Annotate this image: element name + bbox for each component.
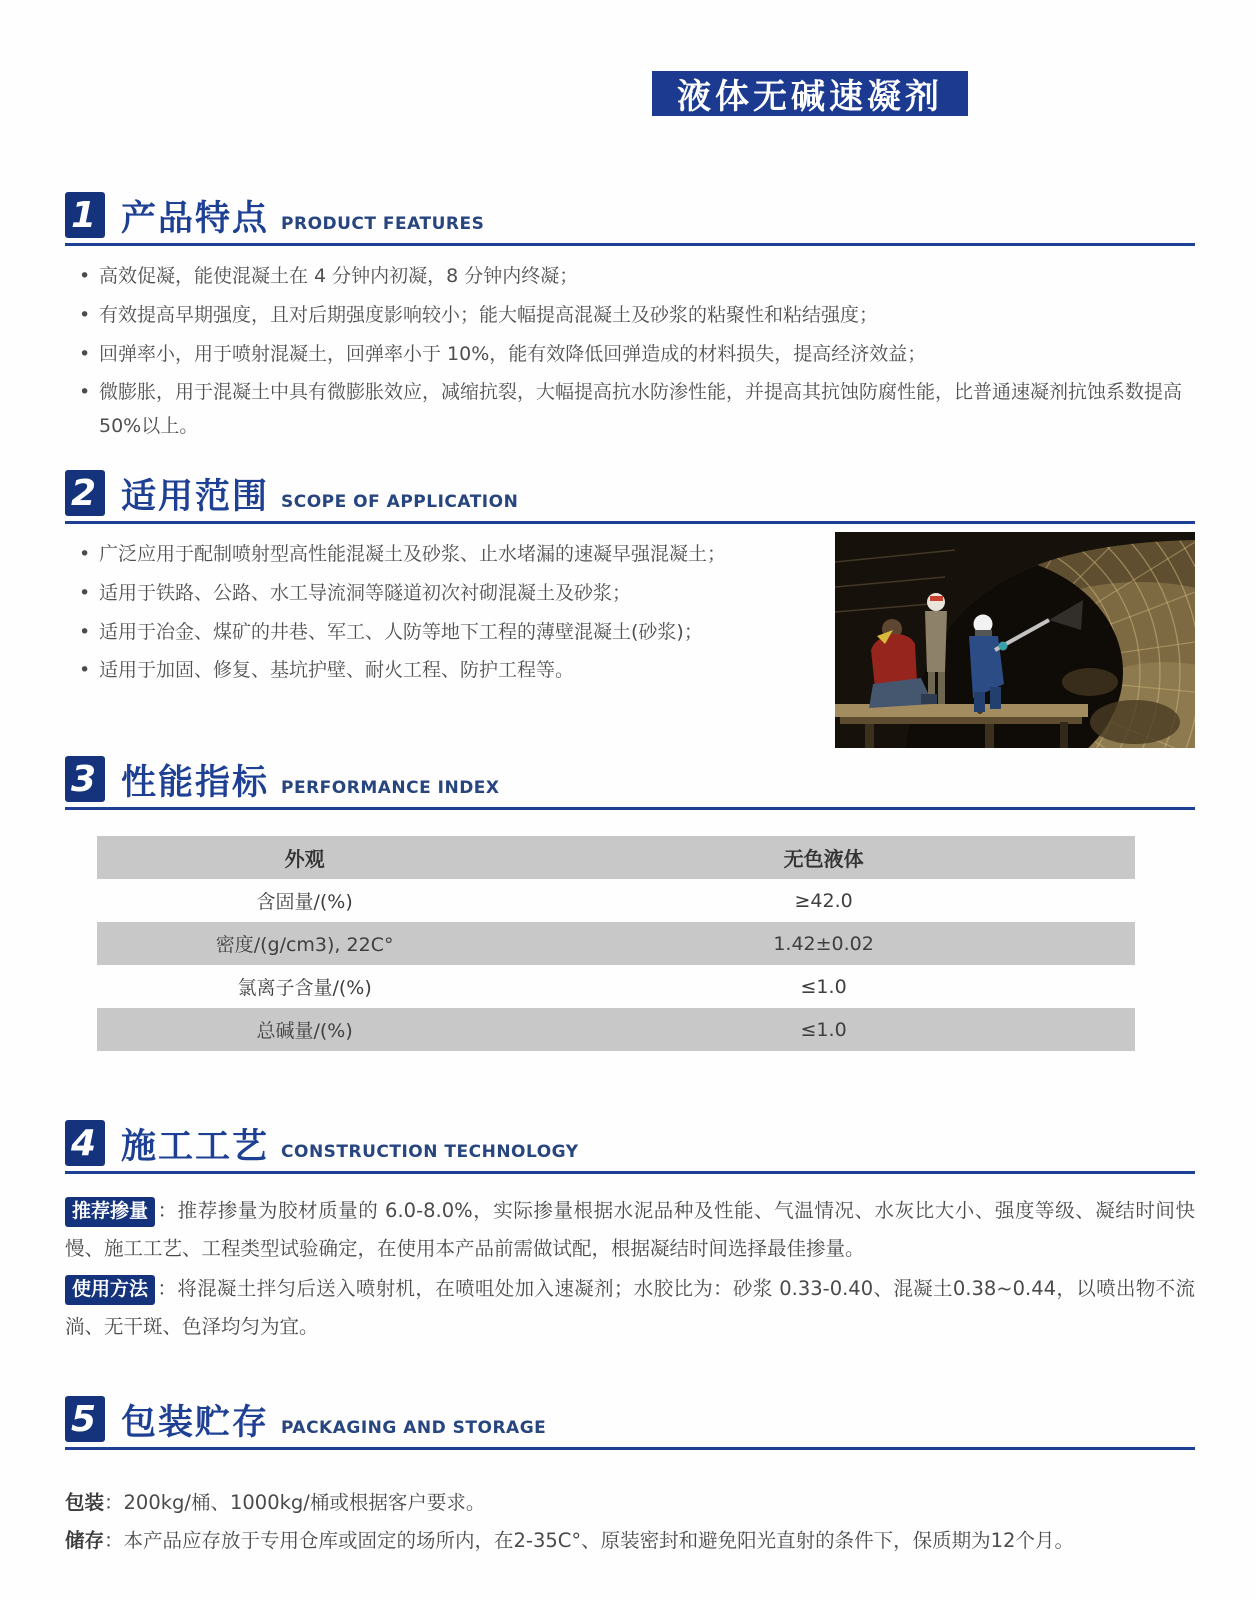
paragraph bbox=[65, 1270, 1195, 1346]
table-row bbox=[97, 965, 1135, 1008]
section-title-en: PRODUCT FEATURES bbox=[281, 214, 485, 234]
packaging-items bbox=[65, 1484, 1195, 1560]
table-cell-label: 氯离子含量/(%) bbox=[237, 977, 372, 999]
section-construction-technology bbox=[65, 1120, 1195, 1348]
packaging-text: ：200kg/桶、1000kg/桶或根据客户要求。 bbox=[104, 1491, 486, 1514]
section-performance-index bbox=[65, 756, 1195, 1051]
section-header bbox=[65, 470, 1195, 524]
storage-label: 储存 bbox=[65, 1529, 105, 1553]
storage-text: ：本产品应存放于专用仓库或固定的场所内，在2-35C°、原装密封和避免阳光直射的条件下，保质期为12个月。 bbox=[104, 1529, 1074, 1553]
storage-line bbox=[65, 1522, 1195, 1560]
list-item: • 广泛应用于配制喷射型高性能混凝土及砂浆、止水堵漏的速凝早强混凝土； bbox=[65, 538, 827, 572]
paragraph-text: ：将混凝土拌匀后送入喷射机，在喷咀处加入速凝剂；水胶比为：砂浆 0.33-0.40、混凝土0.38~0.44，以喷出物不流淌、无干斑、色泽均匀为宜。 bbox=[65, 1277, 1195, 1339]
paragraph-text: ：推荐掺量为胶材质量的 6.0-8.0%，实际掺量根据水泥品种及性能、气温情况、水灰比大小、强度等级、凝结时间快慢、施工工艺、工程类型试验确定，在使用本产品前需做试配，根据凝结时间选择最佳掺量。 bbox=[65, 1199, 1195, 1261]
section-title-cn: 施工工艺 bbox=[121, 1126, 270, 1167]
table-cell-label: 总碱量/(%) bbox=[256, 1020, 353, 1042]
table-row bbox=[97, 836, 1135, 879]
table-cell-label: 密度/(g/cm3), 22C° bbox=[215, 934, 394, 956]
packaging-label: 包装 bbox=[65, 1491, 105, 1514]
section-title-en: CONSTRUCTION TECHNOLOGY bbox=[281, 1142, 579, 1162]
table-cell-value: ≥42.0 bbox=[794, 889, 853, 912]
table-cell-value: ≤1.0 bbox=[800, 975, 847, 998]
list-item: • 回弹率小，用于喷射混凝土，回弹率小于 10%，能有效降低回弹造成的材料损失，提高经济效益； bbox=[65, 338, 1195, 372]
section-scope-of-application bbox=[65, 470, 1195, 748]
section-number: 2 bbox=[65, 470, 105, 516]
section-number: 1 bbox=[65, 192, 105, 238]
usage-badge: 使用方法 bbox=[65, 1275, 155, 1305]
section-title-en: SCOPE OF APPLICATION bbox=[281, 492, 519, 512]
table-row bbox=[97, 922, 1135, 965]
section-title-cn: 性能指标 bbox=[121, 762, 270, 803]
table-row bbox=[97, 879, 1135, 922]
section-packaging-storage bbox=[65, 1396, 1195, 1560]
list-item: • 微膨胀，用于混凝土中具有微膨胀效应，减缩抗裂，大幅提高抗水防渗性能，并提高其抗蚀防腐性能，比普通速凝剂抗蚀系数提高 50%以上。 bbox=[65, 376, 1195, 444]
section-header bbox=[65, 1120, 1195, 1174]
table-row bbox=[97, 1008, 1135, 1051]
list-item: • 适用于加固、修复、基坑护壁、耐火工程、防护工程等。 bbox=[65, 654, 827, 688]
section-title-cn: 适用范围 bbox=[121, 476, 270, 517]
page-title: 液体无碱速凝剂 bbox=[652, 71, 968, 116]
construction-paragraphs bbox=[65, 1192, 1195, 1346]
table-cell-value: ≤1.0 bbox=[800, 1018, 847, 1041]
section-number: 5 bbox=[65, 1396, 105, 1442]
section-title-en: PERFORMANCE INDEX bbox=[281, 778, 500, 798]
dosage-badge: 推荐掺量 bbox=[65, 1197, 155, 1227]
list-item: • 高效促凝，能使混凝土在 4 分钟内初凝，8 分钟内终凝； bbox=[65, 260, 1195, 294]
list-item: • 有效提高早期强度，且对后期强度影响较小；能大幅提高混凝土及砂浆的粘聚性和粘结强度； bbox=[65, 299, 1195, 333]
section-title-en: PACKAGING AND STORAGE bbox=[281, 1418, 547, 1438]
section-title-cn: 产品特点 bbox=[121, 198, 270, 239]
feature-list bbox=[65, 260, 1195, 444]
table-cell-value: 1.42±0.02 bbox=[773, 932, 874, 955]
section-number: 3 bbox=[65, 756, 105, 802]
application-list bbox=[65, 538, 835, 748]
section-number: 4 bbox=[65, 1120, 105, 1166]
performance-table bbox=[97, 836, 1135, 1051]
tunnel-shotcrete-photo bbox=[835, 532, 1195, 748]
section-header bbox=[65, 192, 1195, 246]
packaging-line bbox=[65, 1484, 1195, 1522]
table-cell-value: 无色液体 bbox=[783, 847, 864, 871]
section-header bbox=[65, 1396, 1195, 1450]
list-item: • 适用于铁路、公路、水工导流洞等隧道初次衬砌混凝土及砂浆； bbox=[65, 577, 827, 611]
table-cell-label: 外观 bbox=[284, 847, 325, 871]
table-cell-label: 含固量/(%) bbox=[256, 891, 353, 913]
section-title-cn: 包装贮存 bbox=[121, 1402, 270, 1443]
paragraph bbox=[65, 1192, 1195, 1268]
list-item: • 适用于冶金、煤矿的井巷、军工、人防等地下工程的薄壁混凝土(砂浆)； bbox=[65, 616, 827, 650]
section-product-features bbox=[65, 192, 1195, 449]
section-header bbox=[65, 756, 1195, 810]
